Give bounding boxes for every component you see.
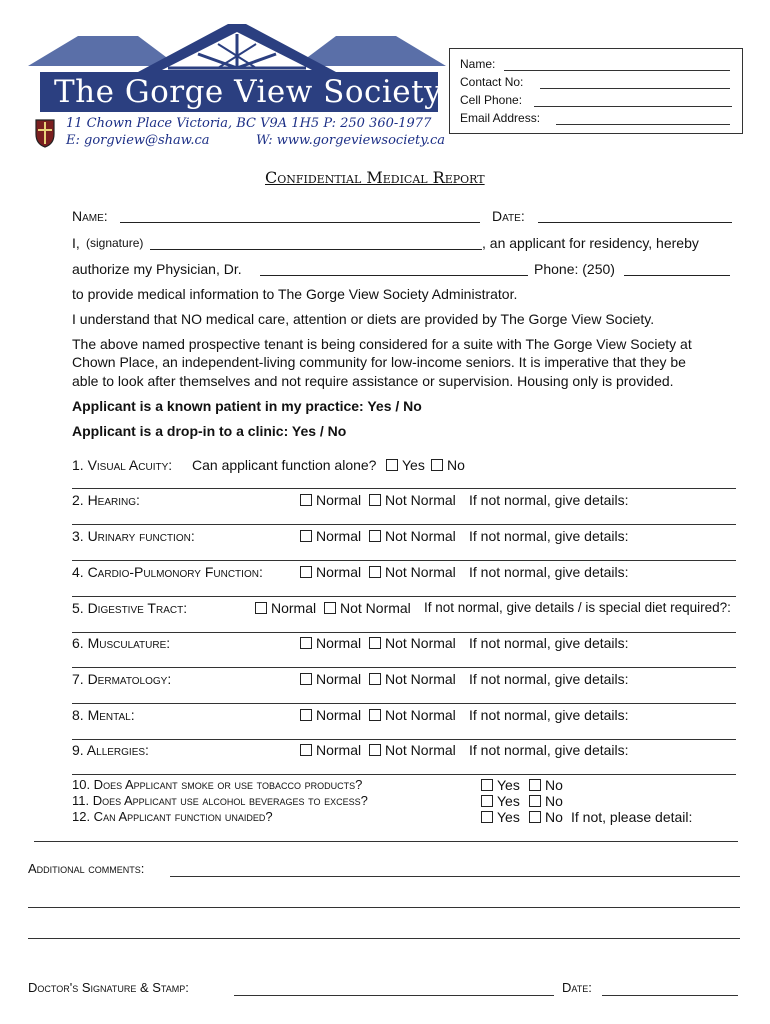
not-normal-option[interactable] <box>324 600 411 616</box>
detail-line[interactable] <box>72 739 736 740</box>
checkbox-icon <box>481 811 493 823</box>
q12-yes-option[interactable] <box>481 809 520 825</box>
normal-option[interactable] <box>300 635 361 651</box>
not-normal-label: Not Normal <box>385 671 456 687</box>
detail-line[interactable] <box>72 667 736 668</box>
detail-line[interactable] <box>72 596 736 597</box>
checkbox-icon <box>369 637 381 649</box>
row-label: 6. Musculature: <box>72 635 171 651</box>
yes-label: Yes <box>497 793 520 809</box>
not-normal-label: Not Normal <box>385 707 456 723</box>
not-normal-label: Not Normal <box>385 564 456 580</box>
checkbox-icon <box>300 744 312 756</box>
q11-label: 11. Does Applicant use alcohol beverages to excess? <box>72 793 368 808</box>
checkbox-icon <box>324 602 336 614</box>
name-field[interactable] <box>120 222 480 223</box>
normal-option[interactable] <box>300 492 361 508</box>
doctor-signature-label: Doctor's Signature & Stamp: <box>28 980 189 995</box>
comments-line[interactable] <box>28 938 740 939</box>
checkbox-icon <box>300 709 312 721</box>
checkbox-icon <box>300 673 312 685</box>
contact-name-field[interactable] <box>504 70 730 71</box>
visual-acuity-question: Can applicant function alone? <box>192 457 377 473</box>
signature-hint: (signature) <box>86 236 144 250</box>
detail-line[interactable] <box>72 774 736 775</box>
normal-option[interactable] <box>300 528 361 544</box>
org-website: W: www.gorgeviewsociety.ca <box>256 133 446 148</box>
para-line-1: The above named prospective tenant is being considered for a suite with The Gorge View Society at <box>72 336 692 352</box>
para-line-3: able to look after themselves and not require assistance or supervision. Housing only is provided. <box>72 373 674 389</box>
logo-roof-graphic <box>28 20 446 78</box>
normal-label: Normal <box>316 528 362 544</box>
details-prompt: If not normal, give details: <box>469 492 629 508</box>
normal-label: Normal <box>271 600 317 616</box>
footer-date-field[interactable] <box>602 995 738 996</box>
contact-no-label: Contact No: <box>460 75 524 89</box>
email-field[interactable] <box>556 124 730 125</box>
yes-label: Yes <box>497 777 520 793</box>
detail-line[interactable] <box>72 632 736 633</box>
q11-yes-option[interactable] <box>481 793 520 809</box>
normal-option[interactable] <box>300 564 361 580</box>
crest-icon <box>34 118 56 148</box>
row-label: 4. Cardio-Pulmonory Function: <box>72 564 263 580</box>
checkbox-icon <box>431 459 443 471</box>
checkbox-icon <box>369 530 381 542</box>
cell-phone-field[interactable] <box>534 106 732 107</box>
applicant-text: , an applicant for residency, hereby <box>482 235 699 251</box>
yes-label: Yes <box>497 809 520 825</box>
detail-line[interactable] <box>72 560 736 561</box>
not-normal-option[interactable] <box>369 528 456 544</box>
visual-yes-option[interactable] <box>386 457 425 473</box>
physician-field[interactable] <box>260 275 528 276</box>
q12-detail-prompt: If not, please detail: <box>571 809 693 825</box>
visual-no-label: No <box>447 457 465 473</box>
detail-line[interactable] <box>72 703 736 704</box>
row-label: 9. Allergies: <box>72 742 149 758</box>
details-prompt: If not normal, give details: <box>469 635 629 651</box>
doctor-signature-field[interactable] <box>234 995 554 996</box>
footer-date-label: Date: <box>562 980 592 995</box>
not-normal-option[interactable] <box>369 492 456 508</box>
phone-label: Phone: (250) <box>534 261 615 277</box>
understand-text: I understand that NO medical care, attention or diets are provided by The Gorge View Society. <box>72 311 655 327</box>
date-label: Date: <box>492 208 525 224</box>
org-name: The Gorge View Society <box>54 74 443 110</box>
not-normal-option[interactable] <box>369 671 456 687</box>
checkbox-icon <box>529 779 541 791</box>
not-normal-label: Not Normal <box>385 492 456 508</box>
normal-option[interactable] <box>300 707 361 723</box>
q12-no-option[interactable] <box>529 809 563 825</box>
checkbox-icon <box>481 795 493 807</box>
checkbox-icon <box>529 811 541 823</box>
detail-line[interactable] <box>72 488 736 489</box>
checkbox-icon <box>300 637 312 649</box>
visual-no-option[interactable] <box>431 457 465 473</box>
normal-option[interactable] <box>300 671 361 687</box>
authorize-text: authorize my Physician, Dr. <box>72 261 242 277</box>
provide-text: to provide medical information to The Gorge View Society Administrator. <box>72 286 518 302</box>
normal-label: Normal <box>316 564 362 580</box>
checkbox-icon <box>369 709 381 721</box>
checkbox-icon <box>386 459 398 471</box>
form-title: Confidential Medical Report <box>265 168 485 187</box>
q10-label: 10. Does Applicant smoke or use tobacco products? <box>72 777 363 792</box>
not-normal-option[interactable] <box>369 742 456 758</box>
contact-name-label: Name: <box>460 57 496 71</box>
row-label: 3. Urinary function: <box>72 528 195 544</box>
details-prompt: If not normal, give details / is special diet required?: <box>424 600 731 615</box>
signature-field[interactable] <box>150 249 482 250</box>
normal-label: Normal <box>316 671 362 687</box>
not-normal-label: Not Normal <box>385 635 456 651</box>
checkbox-icon <box>529 795 541 807</box>
q12-label: 12. Can Applicant function unaided? <box>72 809 273 824</box>
checkbox-icon <box>255 602 267 614</box>
checkbox-icon <box>369 744 381 756</box>
para-line-2: Chown Place, an independent-living community for low-income seniors. It is imperative that they be <box>72 354 686 370</box>
checkbox-icon <box>369 566 381 578</box>
no-label: No <box>545 809 563 825</box>
comments-line[interactable] <box>28 907 740 908</box>
checkbox-icon <box>300 494 312 506</box>
not-normal-label: Not Normal <box>340 600 411 616</box>
q11-no-option[interactable] <box>529 793 563 809</box>
not-normal-label: Not Normal <box>385 742 456 758</box>
comments-line[interactable] <box>170 876 740 877</box>
row-label: 5. Digestive Tract: <box>72 600 188 616</box>
phone-field[interactable] <box>624 275 730 276</box>
row-label: 7. Dermatology: <box>72 671 172 687</box>
cell-phone-label: Cell Phone: <box>460 93 523 107</box>
normal-label: Normal <box>316 492 362 508</box>
email-label: Email Address: <box>460 111 541 125</box>
detail-line[interactable] <box>72 524 736 525</box>
details-prompt: If not normal, give details: <box>469 564 629 580</box>
not-normal-option[interactable] <box>369 564 456 580</box>
contact-box <box>449 48 743 134</box>
detail-line[interactable] <box>34 841 738 842</box>
checkbox-icon <box>300 530 312 542</box>
no-label: No <box>545 793 563 809</box>
not-normal-option[interactable] <box>369 635 456 651</box>
visual-yes-label: Yes <box>402 457 425 473</box>
q10-yes-option[interactable] <box>481 777 520 793</box>
row-label: 2. Hearing: <box>72 492 140 508</box>
normal-label: Normal <box>316 635 362 651</box>
date-field[interactable] <box>538 222 732 223</box>
additional-comments-label: Additional comments: <box>28 861 145 876</box>
row-label: 8. Mental: <box>72 707 135 723</box>
no-label: No <box>545 777 563 793</box>
checkbox-icon <box>369 673 381 685</box>
known-patient: Applicant is a known patient in my practice: Yes / No <box>72 398 422 414</box>
checkbox-icon <box>369 494 381 506</box>
details-prompt: If not normal, give details: <box>469 742 629 758</box>
normal-option[interactable] <box>300 742 361 758</box>
normal-option[interactable] <box>255 600 316 616</box>
normal-label: Normal <box>316 707 362 723</box>
org-email: E: gorgview@shaw.ca <box>66 133 210 148</box>
name-label: Name: <box>72 208 108 224</box>
q10-no-option[interactable] <box>529 777 563 793</box>
not-normal-label: Not Normal <box>385 528 456 544</box>
org-address: 11 Chown Place Victoria, BC V9A 1H5 P: 250 360-1977 <box>66 116 432 131</box>
checkbox-icon <box>300 566 312 578</box>
visual-acuity-label: 1. Visual Acuity: <box>72 457 173 473</box>
details-prompt: If not normal, give details: <box>469 528 629 544</box>
normal-label: Normal <box>316 742 362 758</box>
not-normal-option[interactable] <box>369 707 456 723</box>
details-prompt: If not normal, give details: <box>469 707 629 723</box>
contact-no-field[interactable] <box>540 88 730 89</box>
drop-in: Applicant is a drop-in to a clinic: Yes / No <box>72 423 347 439</box>
i-label: I, <box>72 235 80 251</box>
details-prompt: If not normal, give details: <box>469 671 629 687</box>
checkbox-icon <box>481 779 493 791</box>
